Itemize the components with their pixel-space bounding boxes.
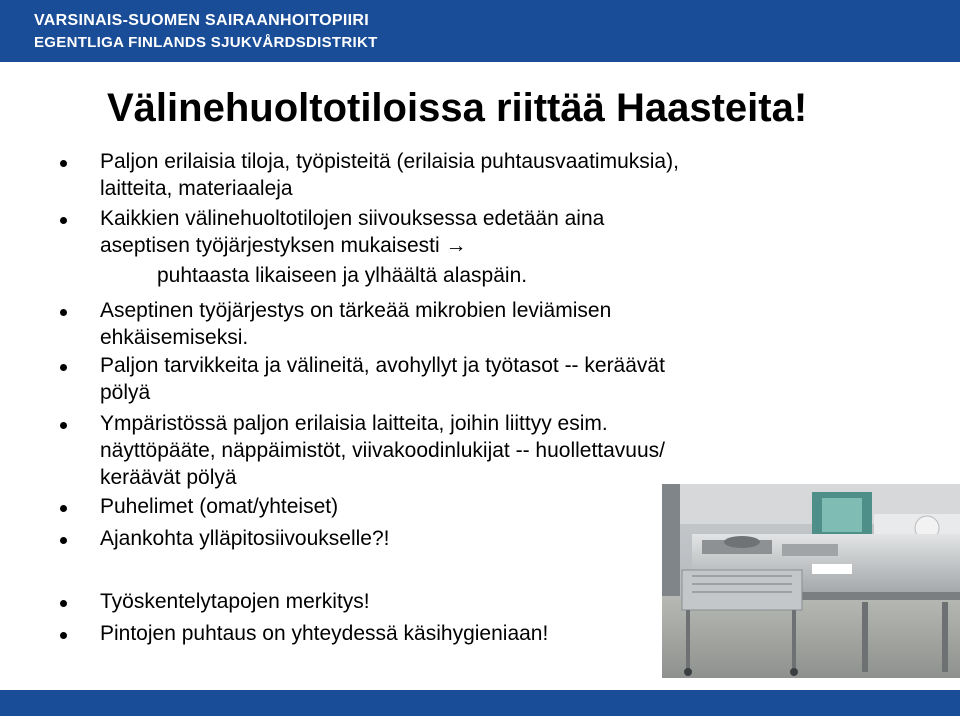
bullet-line: Paljon tarvikkeita ja välineitä, avohyllyt ja työtasot -- keräävät bbox=[100, 354, 665, 377]
bullet-line: laitteita, materiaaleja bbox=[100, 177, 293, 200]
bullet-dot-icon bbox=[60, 160, 67, 167]
bullet-line: pölyä bbox=[100, 381, 151, 404]
bullet-text bbox=[100, 620, 548, 647]
bullet-line: Kaikkien välinehuoltotilojen siivouksessa edetään aina bbox=[100, 207, 605, 230]
indented-line: puhtaasta likaiseen ja ylhäältä alaspäin. bbox=[157, 264, 528, 287]
bullet-text bbox=[100, 588, 370, 615]
bullet-line: Työskentelytapojen merkitys! bbox=[100, 590, 370, 613]
bullet-line: Aseptinen työjärjestys on tärkeää mikrobien leviämisen bbox=[100, 299, 612, 322]
bullet-text bbox=[100, 525, 390, 552]
slide-title: Välinehuoltotiloissa riittää Haasteita! bbox=[107, 86, 808, 130]
bullet-dot-icon bbox=[60, 422, 67, 429]
bullet-text bbox=[100, 297, 611, 351]
bullet-text bbox=[100, 148, 679, 202]
bullet-line: näyttöpääte, näppäimistöt, viivakoodinlukijat -- huollettavuus/ bbox=[100, 439, 665, 462]
bullet-line: Ympäristössä paljon erilaisia laitteita, joihin liittyy esim. bbox=[100, 412, 608, 435]
bullet-line: keräävät pölyä bbox=[100, 466, 237, 489]
bullet-line: Pintojen puhtaus on yhteydessä käsihygieniaan! bbox=[100, 622, 549, 645]
bullet-line: aseptisen työjärjestyksen mukaisesti → bbox=[100, 234, 467, 257]
bullet-text bbox=[100, 410, 665, 491]
bullet-text bbox=[100, 352, 665, 406]
bullet-line: ehkäisemiseksi. bbox=[100, 326, 249, 349]
bullet-dot-icon bbox=[60, 364, 67, 371]
org-name-fi: VARSINAIS-SUOMEN SAIRAANHOITOPIIRI bbox=[34, 12, 369, 29]
bullet-dot-icon bbox=[60, 632, 67, 639]
bullet-line: Paljon erilaisia tiloja, työpisteitä (erilaisia puhtausvaatimuksia), bbox=[100, 150, 679, 173]
footer-band bbox=[0, 690, 960, 716]
bullet-text bbox=[100, 205, 604, 259]
bullet-dot-icon bbox=[60, 217, 67, 224]
bullet-dot-icon bbox=[60, 537, 67, 544]
bullet-dot-icon bbox=[60, 600, 67, 607]
bullet-dot-icon bbox=[60, 309, 67, 316]
org-name-sv: EGENTLIGA FINLANDS SJUKVÅRDSDISTRIKT bbox=[34, 34, 378, 51]
bullet-dot-icon bbox=[60, 505, 67, 512]
cleaning-room-photo bbox=[662, 484, 960, 678]
bullet-line: Ajankohta ylläpitosiivoukselle?! bbox=[100, 527, 390, 550]
bullet-text bbox=[100, 493, 338, 520]
bullet-line: Puhelimet (omat/yhteiset) bbox=[100, 495, 339, 518]
workspace-photo-illustration bbox=[662, 484, 960, 678]
